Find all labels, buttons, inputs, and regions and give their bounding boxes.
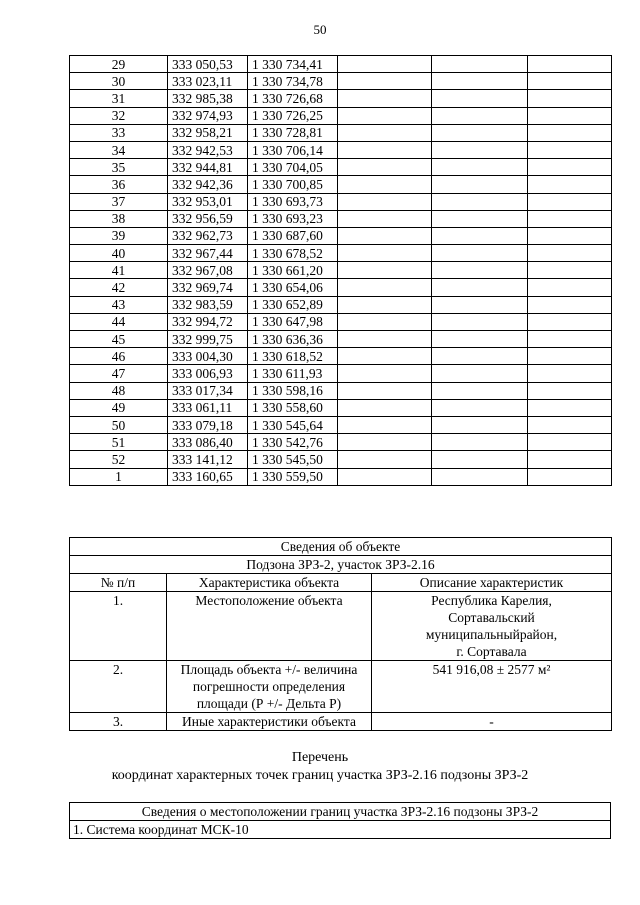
- coord-y: 1 330 693,23: [248, 210, 338, 227]
- row-number: 1.: [70, 592, 167, 661]
- empty-cell: [432, 399, 528, 416]
- table-row: [70, 592, 612, 661]
- empty-cell: [528, 313, 612, 330]
- empty-cell: [338, 262, 432, 279]
- point-number: 36: [70, 176, 168, 193]
- coord-y: 1 330 678,52: [248, 245, 338, 262]
- table-row: [70, 416, 612, 433]
- table-row: [70, 713, 612, 731]
- table-row: [70, 141, 612, 158]
- empty-cell: [432, 159, 528, 176]
- empty-cell: [528, 124, 612, 141]
- coord-y: 1 330 558,60: [248, 399, 338, 416]
- empty-cell: [528, 451, 612, 468]
- point-number: 46: [70, 348, 168, 365]
- coord-x: 333 006,93: [168, 365, 248, 382]
- coord-x: 332 999,75: [168, 331, 248, 348]
- coord-y: 1 330 734,41: [248, 56, 338, 73]
- empty-cell: [528, 245, 612, 262]
- empty-cell: [338, 468, 432, 485]
- empty-cell: [528, 56, 612, 73]
- table-row: [70, 90, 612, 107]
- coord-y: 1 330 559,50: [248, 468, 338, 485]
- empty-cell: [528, 365, 612, 382]
- point-number: 30: [70, 73, 168, 90]
- empty-cell: [432, 279, 528, 296]
- row-description: -: [372, 713, 612, 731]
- location-table: [69, 802, 611, 839]
- empty-cell: [528, 90, 612, 107]
- coord-y: 1 330 545,64: [248, 416, 338, 433]
- page-number: 50: [313, 22, 327, 37]
- row-characteristic: Площадь объекта +/- величина погрешности определения площади (Р +/- Дельта Р): [167, 661, 372, 713]
- coord-y: 1 330 687,60: [248, 227, 338, 244]
- empty-cell: [338, 434, 432, 451]
- empty-cell: [338, 176, 432, 193]
- coord-y: 1 330 706,14: [248, 141, 338, 158]
- point-number: 1: [70, 468, 168, 485]
- table-row: [70, 296, 612, 313]
- point-number: 51: [70, 434, 168, 451]
- coord-y: 1 330 636,36: [248, 331, 338, 348]
- coord-x: 333 023,11: [168, 73, 248, 90]
- coord-y: 1 330 654,06: [248, 279, 338, 296]
- table-row: [70, 313, 612, 330]
- empty-cell: [528, 159, 612, 176]
- empty-cell: [432, 434, 528, 451]
- empty-cell: [432, 107, 528, 124]
- point-number: 44: [70, 313, 168, 330]
- row-number: 3.: [70, 713, 167, 731]
- table-row: [70, 399, 612, 416]
- table-row: [70, 210, 612, 227]
- empty-cell: [338, 331, 432, 348]
- coord-x: 332 956,59: [168, 210, 248, 227]
- table-row: [70, 56, 612, 73]
- empty-cell: [528, 176, 612, 193]
- point-number: 34: [70, 141, 168, 158]
- empty-cell: [338, 90, 432, 107]
- empty-cell: [528, 296, 612, 313]
- list-caption-subtitle: координат характерных точек границ участка ЗРЗ-2.16 подзоны ЗРЗ-2: [111, 768, 529, 783]
- point-number: 33: [70, 124, 168, 141]
- point-number: 37: [70, 193, 168, 210]
- empty-cell: [528, 399, 612, 416]
- empty-cell: [528, 262, 612, 279]
- header-number: № п/п: [70, 574, 167, 592]
- empty-cell: [338, 279, 432, 296]
- table-row: [70, 279, 612, 296]
- empty-cell: [338, 141, 432, 158]
- point-number: 50: [70, 416, 168, 433]
- point-number: 39: [70, 227, 168, 244]
- coord-x: 332 974,93: [168, 107, 248, 124]
- table-row: [70, 73, 612, 90]
- empty-cell: [528, 107, 612, 124]
- empty-cell: [528, 382, 612, 399]
- table-row: [70, 365, 612, 382]
- empty-cell: [338, 56, 432, 73]
- empty-cell: [528, 434, 612, 451]
- coord-y: 1 330 734,78: [248, 73, 338, 90]
- table-row: [70, 348, 612, 365]
- empty-cell: [528, 141, 612, 158]
- table-row: [70, 159, 612, 176]
- list-caption-title: Перечень: [291, 750, 349, 765]
- point-number: 38: [70, 210, 168, 227]
- coord-y: 1 330 726,25: [248, 107, 338, 124]
- object-info-table: [69, 537, 612, 731]
- empty-cell: [528, 416, 612, 433]
- empty-cell: [432, 365, 528, 382]
- empty-cell: [528, 210, 612, 227]
- point-number: 45: [70, 331, 168, 348]
- empty-cell: [432, 227, 528, 244]
- point-number: 52: [70, 451, 168, 468]
- table-row: [70, 468, 612, 485]
- table-row: [70, 227, 612, 244]
- empty-cell: [432, 176, 528, 193]
- empty-cell: [432, 468, 528, 485]
- coord-y: 1 330 704,05: [248, 159, 338, 176]
- coord-y: 1 330 647,98: [248, 313, 338, 330]
- empty-cell: [338, 227, 432, 244]
- point-number: 41: [70, 262, 168, 279]
- empty-cell: [338, 193, 432, 210]
- coord-x: 332 962,73: [168, 227, 248, 244]
- point-number: 47: [70, 365, 168, 382]
- table-row: [70, 262, 612, 279]
- coord-x: 332 958,21: [168, 124, 248, 141]
- empty-cell: [528, 468, 612, 485]
- coord-x: 333 017,34: [168, 382, 248, 399]
- object-info-subtitle: Подзона ЗРЗ-2, участок ЗРЗ-2.16: [70, 556, 612, 574]
- coord-y: 1 330 545,50: [248, 451, 338, 468]
- coord-x: 333 050,53: [168, 56, 248, 73]
- table-row: [70, 193, 612, 210]
- empty-cell: [432, 382, 528, 399]
- empty-cell: [432, 348, 528, 365]
- table-row: [70, 331, 612, 348]
- table-row: [70, 451, 612, 468]
- coordinates-table: [69, 55, 612, 486]
- list-caption: [0, 749, 640, 785]
- empty-cell: [528, 331, 612, 348]
- empty-cell: [528, 193, 612, 210]
- empty-cell: [432, 210, 528, 227]
- point-number: 32: [70, 107, 168, 124]
- empty-cell: [528, 348, 612, 365]
- empty-cell: [338, 124, 432, 141]
- row-number: 2.: [70, 661, 167, 713]
- point-number: 48: [70, 382, 168, 399]
- empty-cell: [432, 245, 528, 262]
- empty-cell: [432, 90, 528, 107]
- empty-cell: [528, 279, 612, 296]
- point-number: 31: [70, 90, 168, 107]
- table-row: [70, 434, 612, 451]
- empty-cell: [338, 348, 432, 365]
- empty-cell: [432, 56, 528, 73]
- empty-cell: [432, 124, 528, 141]
- point-number: 43: [70, 296, 168, 313]
- header-description: Описание характеристик: [372, 574, 612, 592]
- empty-cell: [338, 107, 432, 124]
- row-description: 541 916,08 ± 2577 м²: [372, 661, 612, 713]
- coord-x: 332 953,01: [168, 193, 248, 210]
- empty-cell: [338, 313, 432, 330]
- empty-cell: [432, 416, 528, 433]
- coordinate-system: 1. Система координат МСК-10: [70, 821, 611, 839]
- empty-cell: [338, 365, 432, 382]
- empty-cell: [338, 399, 432, 416]
- empty-cell: [338, 296, 432, 313]
- table-row: [70, 124, 612, 141]
- coord-y: 1 330 728,81: [248, 124, 338, 141]
- coord-y: 1 330 618,52: [248, 348, 338, 365]
- empty-cell: [432, 193, 528, 210]
- coord-x: 332 942,53: [168, 141, 248, 158]
- row-characteristic: Местоположение объекта: [167, 592, 372, 661]
- coord-y: 1 330 652,89: [248, 296, 338, 313]
- table-row: [70, 382, 612, 399]
- coord-y: 1 330 661,20: [248, 262, 338, 279]
- header-characteristic: Характеристика объекта: [167, 574, 372, 592]
- empty-cell: [432, 141, 528, 158]
- empty-cell: [338, 73, 432, 90]
- coord-x: 333 079,18: [168, 416, 248, 433]
- coord-x: 332 944,81: [168, 159, 248, 176]
- table-row: [70, 245, 612, 262]
- empty-cell: [338, 210, 432, 227]
- empty-cell: [432, 331, 528, 348]
- row-description: Республика Карелия, Сортавальский муниципальныйрайон, г. Сортавала: [372, 592, 612, 661]
- coord-y: 1 330 700,85: [248, 176, 338, 193]
- coord-y: 1 330 611,93: [248, 365, 338, 382]
- point-number: 42: [70, 279, 168, 296]
- empty-cell: [338, 416, 432, 433]
- point-number: 49: [70, 399, 168, 416]
- empty-cell: [432, 73, 528, 90]
- location-title: Сведения о местоположении границ участка ЗРЗ-2.16 подзоны ЗРЗ-2: [70, 803, 611, 821]
- empty-cell: [432, 262, 528, 279]
- coord-x: 332 983,59: [168, 296, 248, 313]
- empty-cell: [528, 73, 612, 90]
- coord-x: 332 969,74: [168, 279, 248, 296]
- empty-cell: [432, 451, 528, 468]
- coord-y: 1 330 726,68: [248, 90, 338, 107]
- empty-cell: [338, 159, 432, 176]
- object-info-title: Сведения об объекте: [70, 538, 612, 556]
- empty-cell: [338, 451, 432, 468]
- coord-x: 333 160,65: [168, 468, 248, 485]
- coord-y: 1 330 693,73: [248, 193, 338, 210]
- empty-cell: [432, 296, 528, 313]
- coord-x: 333 086,40: [168, 434, 248, 451]
- empty-cell: [338, 245, 432, 262]
- coord-x: 332 942,36: [168, 176, 248, 193]
- point-number: 35: [70, 159, 168, 176]
- coord-x: 332 967,08: [168, 262, 248, 279]
- coord-x: 332 985,38: [168, 90, 248, 107]
- empty-cell: [432, 313, 528, 330]
- empty-cell: [338, 382, 432, 399]
- table-row: [70, 176, 612, 193]
- coord-y: 1 330 598,16: [248, 382, 338, 399]
- point-number: 29: [70, 56, 168, 73]
- coord-x: 333 061,11: [168, 399, 248, 416]
- table-row: [70, 661, 612, 713]
- point-number: 40: [70, 245, 168, 262]
- coord-y: 1 330 542,76: [248, 434, 338, 451]
- empty-cell: [528, 227, 612, 244]
- table-row: [70, 107, 612, 124]
- coord-x: 332 994,72: [168, 313, 248, 330]
- row-characteristic: Иные характеристики объекта: [167, 713, 372, 731]
- coord-x: 333 141,12: [168, 451, 248, 468]
- coord-x: 333 004,30: [168, 348, 248, 365]
- coord-x: 332 967,44: [168, 245, 248, 262]
